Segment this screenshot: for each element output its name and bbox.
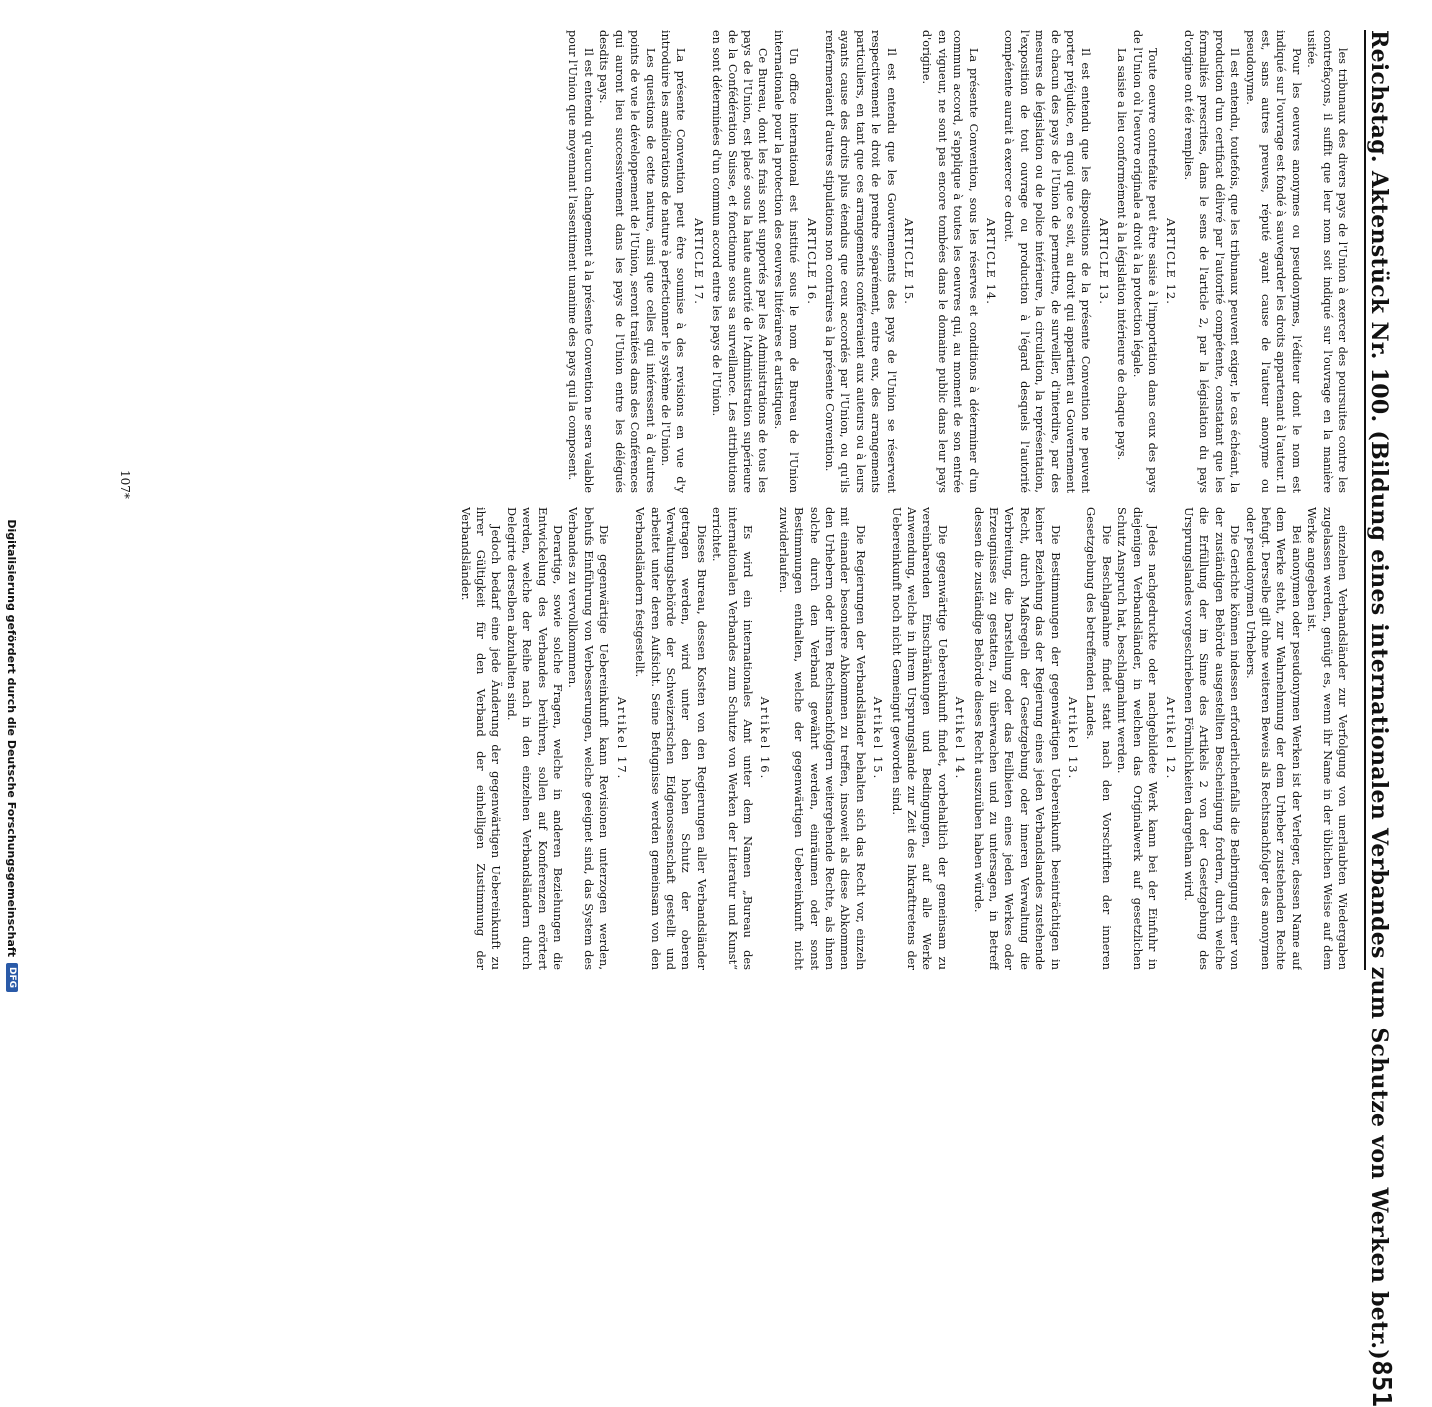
article-heading: Artikel 12.: [1163, 696, 1178, 781]
paragraph: Es wird ein internationales Amt unter dem Namen „Bureau des internationalen Verbandes zum Schutze von Werken der Literatur und Kunst“ errichtet.: [710, 507, 755, 970]
article-heading: ARTICLE 12.: [1163, 218, 1178, 305]
article-heading: Artikel 14.: [953, 696, 968, 781]
article-heading: Artikel 16.: [758, 696, 773, 781]
paragraph: Un office international est institué sous le nom de Bureau de l'Union internationale pour la protection des oeuvres littéraires et artistiques.: [771, 30, 801, 493]
article-heading: ARTICLE 16.: [804, 218, 819, 305]
article-heading: ARTICLE 17.: [691, 218, 706, 305]
paragraph: Pour les oeuvres anonymes ou pseudonymes, l'éditeur dont le nom est indiqué sur l'ouvrage est fondé à sauvegarder les droits appartenant à l'auteur. Il est, sans autres preuves, réputé ayant cause de l'auteur anonyme ou pseudonyme.: [1243, 30, 1303, 493]
page-number: 851: [1366, 1360, 1396, 1407]
paragraph: Les questions de cette nature, ainsi que celles qui intéressent à d'autres points de vue le développement de l'Union, seront traitées dans des Conférences qui auront lieu successivement dans les pays de l'Union entre les délégués desdits pays.: [597, 30, 657, 493]
paragraph: Ce Bureau, dont les frais sont supportés par les Administrations de tous les pays de l'Union, est placé sous la haute autorité de l'Administration supérieure de la Confédération Suisse, et fonctionne sous sa surveillance. Les attributions en sont déterminées d'un commun accord entre les pays de l'Union.: [710, 30, 770, 493]
article-heading: ARTICLE 13.: [1096, 218, 1111, 305]
paragraph: La présente Convention peut être soumise à des revisions en vue d'y introduire les améliorations de nature à perfectionner le système de l'Union.: [658, 30, 688, 493]
paragraph: Il est entendu que les dispositions de la présente Convention ne peuvent porter préjudice, en quoi que ce soit, au droit qui appartient au Gouvernement de chacun des pays de l'Union de permettre, de surveiller, d'interdire, par des mesures de législation ou de police intérieure, la circulation, la représentation, l'exposition de tout ouvrage ou production à l'égard desquels l'autorité compétente aurait à exercer ce droit.: [1002, 30, 1093, 493]
sheet-signature: 107*: [118, 470, 132, 499]
paragraph: Die Regierungen der Verbandsländer behalten sich das Recht vor, einzeln mit einander besondere Abkommen zu treffen, insoweit als diese Abkommen den Urhebern oder ihren Rechtsnachfolgern weitergehende Rechte, als ihnen solche durch den Verband gewährt werden, einräumen oder sonst Bestimmungen enthalten, welche der gegenwärtigen Uebereinkunft nicht zuwiderlaufen.: [776, 507, 868, 970]
dfg-logo: DFG: [6, 963, 18, 992]
paragraph: Il est entendu qu'aucun changement à la présente Convention ne sera valable pour l'Union que moyennant l'assentiment unanime des pays qui la composent.: [566, 30, 595, 493]
paragraph: Die Bestimmungen der gegenwärtigen Uebereinkunft beeinträchtigen in keiner Beziehung das der Regierung eines jeden Verbandslandes zustehende Recht, durch Maßregeln der Gesetzgebung oder inneren Verwaltung die Verbreitung, die Darstellung oder das Feilbieten eines jeden Werkes oder Erzeugnisses zu gestatten, zu überwachen und zu untersagen, in Betreff dessen die zuständige Behörde dieses Recht auszuüben haben würde.: [971, 507, 1063, 970]
article-heading: Artikel 17.: [614, 696, 629, 781]
article-heading: ARTICLE 15.: [902, 218, 917, 305]
paragraph: Jedes nachgedruckte oder nachgebildete Werk kann bei der Einfuhr in diejenigen Verbandsländer, in welchen das Originalwerk auf gesetzlichen Schutz Anspruch hat, beschlagnahmt werden.: [1115, 507, 1161, 970]
paragraph: Die gegenwärtige Uebereinkunft kann Revisionen unterzogen werden, behufs Einführung von Verbesserungen, welche geeignet sind, das System des Verbandes zu vervollkommnen.: [566, 507, 612, 970]
paragraph: La saisie a lieu conformément à la législation intérieure de chaque pays.: [1115, 48, 1129, 461]
paragraph: Bei anonymen oder pseudonymen Werken ist der Verleger, dessen Name auf dem Werke steht, zur Wahrnehmung der dem Urheber zustehenden Rechte befugt. Derselbe gilt ohne weiteren Beweis als Rechtsnachfolger des anonymen oder pseudonymen Urhebers.: [1243, 507, 1304, 970]
article-heading: Artikel 13.: [1066, 696, 1081, 781]
paragraph: Il est entendu, toutefois, que les tribunaux peuvent exiger, le cas échéant, la production d'un certificat délivré par l'autorité compétente, constatant que les formalités prescrites, dans le sens de l'article 2, par la législation du pays d'origine ont été remplies.: [1181, 30, 1242, 493]
page-title: Reichstag. Aktenstück Nr. 100. (Bildung eines internationalen Verbandes zum Schutze von Werken betr.): [1366, 30, 1392, 1361]
digitization-footer: [2, 0, 22, 1000]
paragraph: Die gegenwärtige Uebereinkunft findet, vorbehaltlich der gemeinsam zu vereinbarenden Einschränkungen und Bedingungen, auf alle Werke Anwendung, welche in ihrem Ursprungslande zur Zeit des Inkrafttretens der Uebereinkunft noch nicht Gemeingut geworden sind.: [889, 507, 950, 970]
paragraph: Die Beschlagnahme findet statt nach den Vorschriften der inneren Gesetzgebung des betreffenden Landes.: [1084, 507, 1114, 970]
page-header: [1364, 30, 1412, 1407]
french-text-column: [30, 30, 1350, 493]
paragraph: La présente Convention, sous les réserves et conditions à déterminer d'un commun accord, s'applique à toutes les oeuvres qui, au moment de son entrée en vigueur, ne sont pas encore tombées dans le domaine public dans leur pays d'origine.: [920, 30, 980, 493]
digitization-note: Digitalisierung gefördert durch die Deutsche Forschungsgemeinschaft: [5, 519, 19, 957]
paragraph: Toute oeuvre contrefaite peut être saisie à l'importation dans ceux des pays de l'Union où l'oeuvre originale a droit à la protection légale.: [1130, 30, 1160, 493]
two-column-body: [30, 30, 1350, 970]
paragraph: Derartige, sowie solche Fragen, welche in anderen Beziehungen die Entwickelung des Verbandes berühren, sollen auf Konferenzen erörtert werden, welche der Reihe nach in den einzelnen Verbandsländern durch Delegirte derselben abzuhalten sind.: [504, 507, 566, 970]
paragraph: Jedoch bedarf eine jede Änderung der gegenwärtigen Uebereinkunft zu ihrer Gültigkeit für den Verband der einhelligen Zustimmung der Verbandsländer.: [458, 507, 504, 970]
paragraph: Dieses Bureau, dessen Kosten von den Regierungen aller Verbandsländer getragen werden, wird unter den hohen Schutz der oberen Verwaltungsbehörde der Schweizerischen Eidgenossenschaft gestellt und arbeitet unter deren Aufsicht. Seine Befugnisse werden gemeinsam von den Verbandsländern festgestellt.: [633, 507, 709, 970]
paragraph: Il est entendu que les Gouvernements des pays de l'Union se réservent respectivement le droit de prendre séparément, entre eux, des arrangements particuliers, en tant que ces arrangements conféreraient aux auteurs ou à leurs ayants cause des droits plus étendus que ceux accordés par l'Union, ou qu'ils renfermeraient d'autres stipulations non contraires à la présente Convention.: [823, 30, 898, 493]
paragraph: einzelnen Verbandsländer zur Verfolgung von unerlaubten Wiedergaben zugelassen werden, genügt es, wenn ihr Name in der üblichen Weise auf dem Werke angegeben ist.: [1305, 507, 1350, 970]
paragraph: les tribunaux des divers pays de l'Union à exercer des poursuites contre les contrefaçons, il suffit que leur nom soit indiqué sur l'ouvrage en la manière usitée.: [1305, 30, 1349, 493]
article-heading: ARTICLE 14.: [984, 218, 999, 305]
german-text-column: [30, 507, 1350, 970]
article-heading: Artikel 15.: [871, 696, 886, 781]
paragraph: Die Gerichte können indessen erforderlichenfalls die Beibringung einer von der zuständigen Behörde ausgestellten Bescheinigung fordern, durch welche die Erfüllung der im Sinne des Artikels 2 von der Gesetzgebung des Ursprungslandes vorgeschriebenen Förmlichkeiten dargethan wird.: [1181, 507, 1243, 970]
